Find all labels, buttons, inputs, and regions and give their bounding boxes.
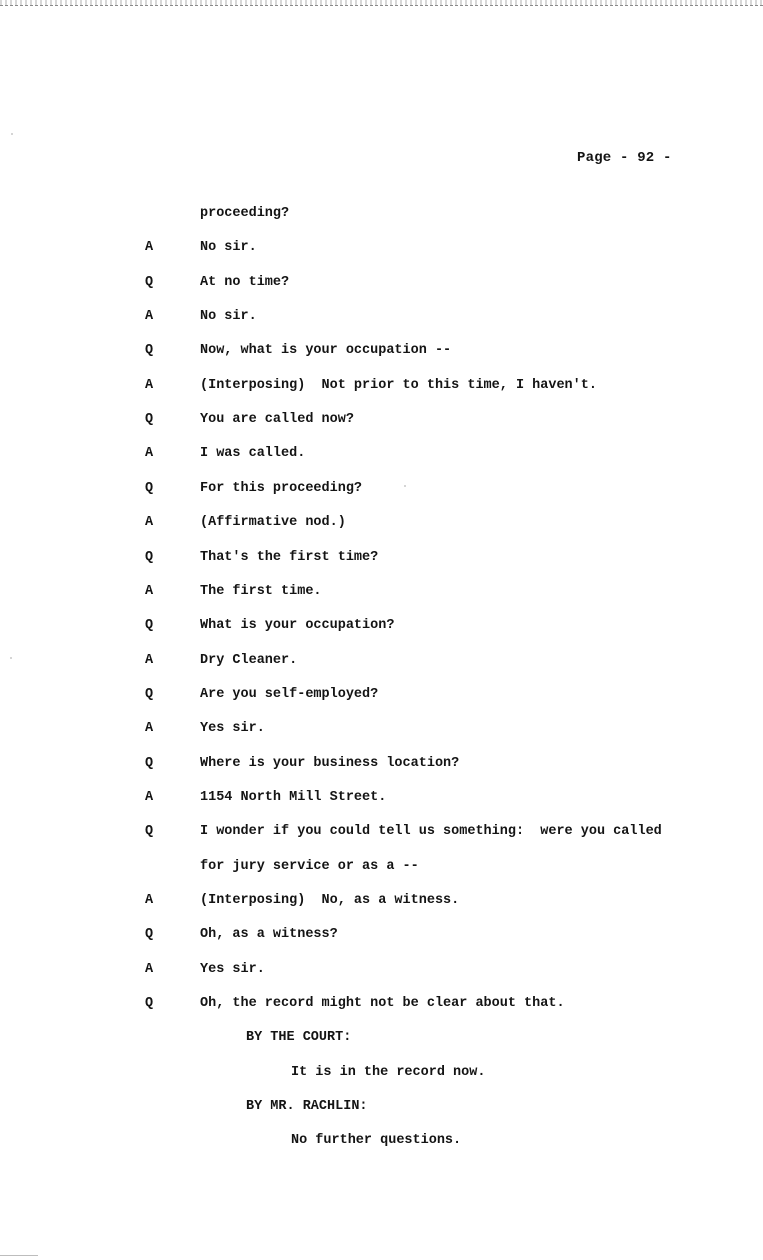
court-heading: BY THE COURT: bbox=[246, 1030, 352, 1045]
line-text: Are you self-employed? bbox=[200, 687, 379, 702]
speaker-label: Q bbox=[145, 824, 154, 839]
line-text: No sir. bbox=[200, 240, 257, 255]
speaker-label: A bbox=[145, 515, 154, 530]
court-statement: It is in the record now. bbox=[291, 1065, 486, 1080]
line-text: for jury service or as a -- bbox=[200, 859, 419, 874]
line-text: Dry Cleaner. bbox=[200, 653, 298, 668]
scan-speck bbox=[404, 485, 406, 487]
speaker-label: A bbox=[145, 653, 154, 668]
page-number: Page - 92 - bbox=[577, 150, 672, 166]
speaker-label: A bbox=[145, 446, 154, 461]
speaker-label: Q bbox=[145, 687, 154, 702]
line-text: No sir. bbox=[200, 309, 257, 324]
counsel-statement: No further questions. bbox=[291, 1133, 462, 1148]
speaker-label: Q bbox=[145, 618, 154, 633]
speaker-label: A bbox=[145, 790, 154, 805]
line-text: What is your occupation? bbox=[200, 618, 395, 633]
line-text: Where is your business location? bbox=[200, 756, 460, 771]
line-text: Oh, the record might not be clear about that. bbox=[200, 996, 565, 1011]
scan-footer-mark bbox=[0, 1255, 38, 1256]
speaker-label: Q bbox=[145, 343, 154, 358]
speaker-label: A bbox=[145, 378, 154, 393]
line-text: The first time. bbox=[200, 584, 322, 599]
line-text: Now, what is your occupation -- bbox=[200, 343, 452, 358]
speaker-label: Q bbox=[145, 756, 154, 771]
speaker-label: Q bbox=[145, 550, 154, 565]
line-text: Yes sir. bbox=[200, 962, 265, 977]
line-text: You are called now? bbox=[200, 412, 354, 427]
line-text: I wonder if you could tell us something: were you called bbox=[200, 824, 662, 839]
speaker-label: Q bbox=[145, 412, 154, 427]
speaker-label: A bbox=[145, 721, 154, 736]
speaker-label: A bbox=[145, 240, 154, 255]
line-text: (Interposing) No, as a witness. bbox=[200, 893, 460, 908]
line-text: Oh, as a witness? bbox=[200, 927, 338, 942]
speaker-label: A bbox=[145, 584, 154, 599]
line-text: At no time? bbox=[200, 275, 290, 290]
line-text: (Interposing) Not prior to this time, I haven't. bbox=[200, 378, 597, 393]
line-text: That's the first time? bbox=[200, 550, 379, 565]
line-text: 1154 North Mill Street. bbox=[200, 790, 387, 805]
counsel-heading: BY MR. RACHLIN: bbox=[246, 1099, 368, 1114]
line-text: (Affirmative nod.) bbox=[200, 515, 346, 530]
speaker-label: A bbox=[145, 962, 154, 977]
line-text: I was called. bbox=[200, 446, 306, 461]
scan-speck bbox=[11, 133, 13, 135]
speaker-label: A bbox=[145, 309, 154, 324]
scan-speck bbox=[10, 657, 12, 659]
line-text: proceeding? bbox=[200, 206, 290, 221]
speaker-label: Q bbox=[145, 927, 154, 942]
speaker-label: Q bbox=[145, 481, 154, 496]
line-text: For this proceeding? bbox=[200, 481, 363, 496]
line-text: Yes sir. bbox=[200, 721, 265, 736]
speaker-label: A bbox=[145, 893, 154, 908]
speaker-label: Q bbox=[145, 275, 154, 290]
speaker-label: Q bbox=[145, 996, 154, 1011]
